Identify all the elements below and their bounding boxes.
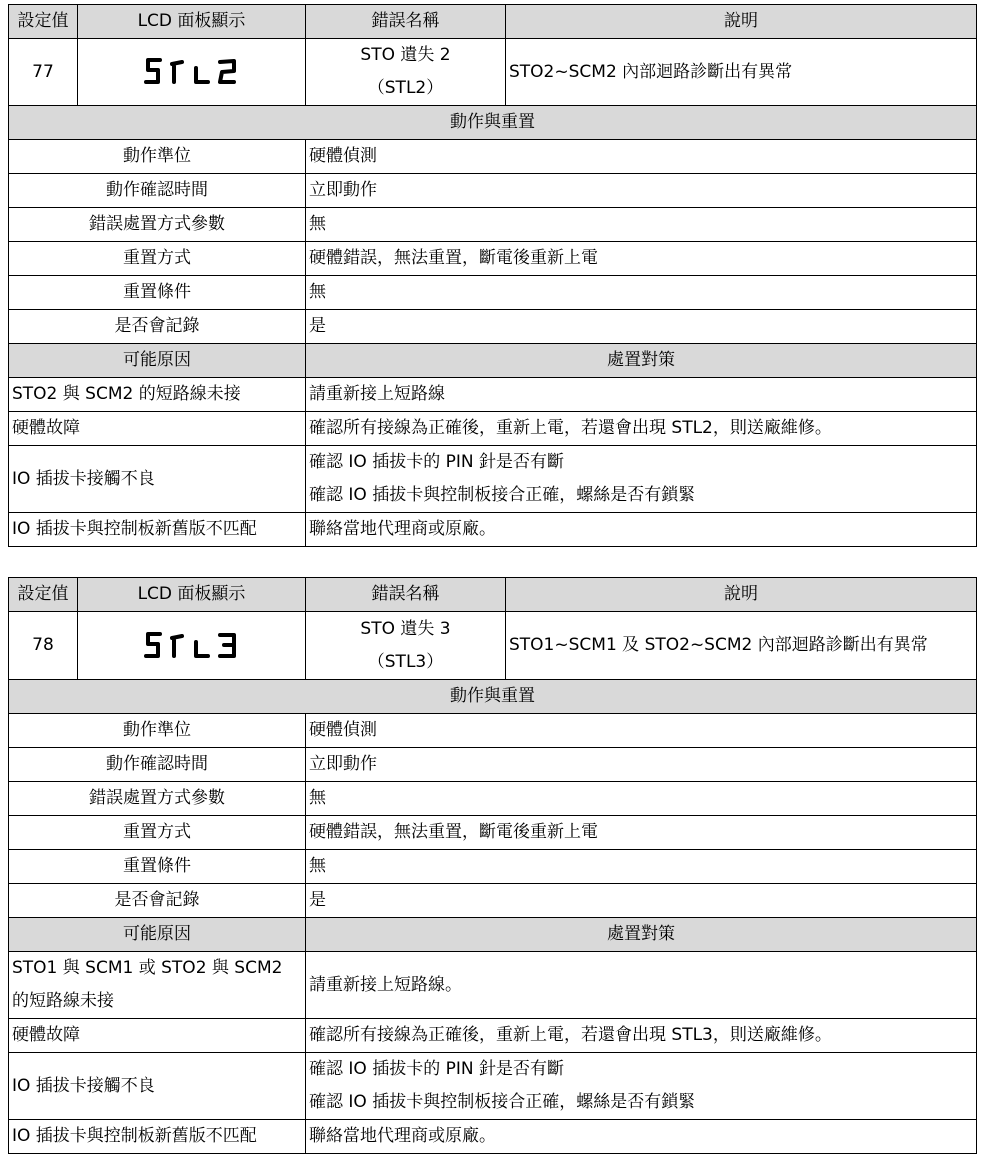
action-value: 硬體偵測	[306, 714, 977, 748]
solution-header: 處置對策	[306, 344, 977, 378]
action-value: 硬體偵測	[306, 140, 977, 174]
error-description: STO2~SCM2 內部迴路診斷出有異常	[506, 39, 977, 106]
action-value: 無	[306, 276, 977, 310]
lcd-stl3-glyph	[142, 628, 242, 664]
cause-line: 的短路線未接	[12, 991, 114, 1011]
error-code: 78	[9, 612, 78, 680]
error-name-line1: STO 遺失 2	[360, 45, 451, 65]
solution-text: 確認所有接線為正確後，重新上電，若還會出現 STL2，則送廠維修。	[306, 412, 977, 446]
solution-line: 確認 IO 插拔卡的 PIN 針是否有斷	[309, 452, 564, 472]
action-label: 動作確認時間	[9, 748, 306, 782]
header-lcd: LCD 面板顯示	[78, 5, 306, 39]
action-label: 動作準位	[9, 714, 306, 748]
cause-line: STO1 與 SCM1 或 STO2 與 SCM2	[12, 958, 283, 978]
solution-text: 請重新接上短路線	[306, 378, 977, 412]
action-value: 是	[306, 884, 977, 918]
solution-line: 確認 IO 插拔卡的 PIN 針是否有斷	[309, 1059, 564, 1079]
action-label: 重置條件	[9, 850, 306, 884]
solution-line: 確認 IO 插拔卡與控制板接合正確，螺絲是否有鎖緊	[309, 1092, 696, 1112]
cause-text: IO 插拔卡與控制板新舊版不匹配	[9, 1120, 306, 1154]
action-label: 是否會記錄	[9, 310, 306, 344]
action-label: 重置方式	[9, 242, 306, 276]
solution-text	[306, 1053, 977, 1120]
error-name-line2: （STL2）	[367, 78, 444, 98]
action-label: 錯誤處置方式參數	[9, 208, 306, 242]
cause-text: STO2 與 SCM2 的短路線未接	[9, 378, 306, 412]
error-description: STO1~SCM1 及 STO2~SCM2 內部迴路診斷出有異常	[506, 612, 977, 680]
error-name-line2: （STL3）	[367, 651, 444, 672]
solution-text: 聯絡當地代理商或原廠。	[306, 1120, 977, 1154]
action-label: 動作準位	[9, 140, 306, 174]
solution-text: 聯絡當地代理商或原廠。	[306, 513, 977, 547]
header-error-name: 錯誤名稱	[306, 5, 506, 39]
error-table-77	[8, 4, 977, 547]
solution-text	[306, 446, 977, 513]
cause-header: 可能原因	[9, 918, 306, 952]
lcd-display	[78, 39, 306, 106]
action-label: 是否會記錄	[9, 884, 306, 918]
lcd-stl2-glyph	[142, 54, 242, 90]
cause-header: 可能原因	[9, 344, 306, 378]
cause-text: 硬體故障	[9, 1019, 306, 1053]
cause-text: IO 插拔卡接觸不良	[9, 446, 306, 513]
header-lcd: LCD 面板顯示	[78, 578, 306, 612]
action-value: 無	[306, 850, 977, 884]
solution-text: 請重新接上短路線。	[306, 952, 977, 1019]
action-label: 重置方式	[9, 816, 306, 850]
error-name	[306, 612, 506, 680]
action-value: 立即動作	[306, 174, 977, 208]
action-label: 重置條件	[9, 276, 306, 310]
action-value: 無	[306, 782, 977, 816]
header-error-name: 錯誤名稱	[306, 578, 506, 612]
error-code: 77	[9, 39, 78, 106]
solution-header: 處置對策	[306, 918, 977, 952]
section-title: 動作與重置	[9, 106, 977, 140]
error-table-78	[8, 577, 977, 1154]
cause-text: IO 插拔卡接觸不良	[9, 1053, 306, 1120]
action-value: 是	[306, 310, 977, 344]
lcd-display	[78, 612, 306, 680]
cause-text	[9, 952, 306, 1019]
action-value: 硬體錯誤，無法重置，斷電後重新上電	[306, 816, 977, 850]
solution-line: 確認 IO 插拔卡與控制板接合正確，螺絲是否有鎖緊	[309, 485, 696, 505]
action-label: 錯誤處置方式參數	[9, 782, 306, 816]
action-label: 動作確認時間	[9, 174, 306, 208]
header-code: 設定值	[9, 578, 78, 612]
header-description: 說明	[506, 578, 977, 612]
section-title: 動作與重置	[9, 680, 977, 714]
action-value: 硬體錯誤，無法重置，斷電後重新上電	[306, 242, 977, 276]
action-value: 立即動作	[306, 748, 977, 782]
error-name	[306, 39, 506, 106]
action-value: 無	[306, 208, 977, 242]
solution-text: 確認所有接線為正確後，重新上電，若還會出現 STL3，則送廠維修。	[306, 1019, 977, 1053]
cause-text: IO 插拔卡與控制板新舊版不匹配	[9, 513, 306, 547]
error-name-line1: STO 遺失 3	[360, 618, 451, 639]
cause-text: 硬體故障	[9, 412, 306, 446]
header-code: 設定值	[9, 5, 78, 39]
header-description: 說明	[506, 5, 977, 39]
